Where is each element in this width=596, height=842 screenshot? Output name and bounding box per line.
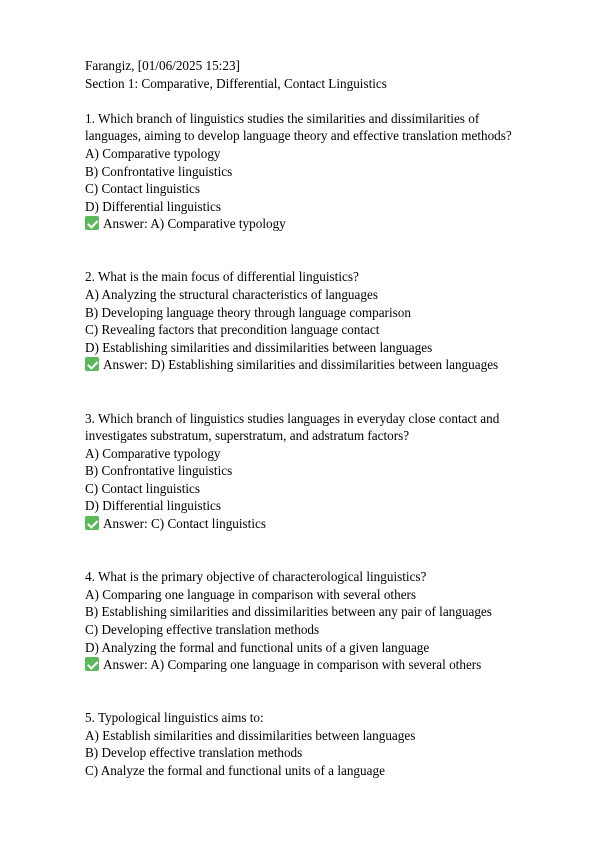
option-b: B) Establishing similarities and dissimilarities between any pair of languages bbox=[85, 604, 492, 620]
answer-text: Answer: D) Establishing similarities and dissimilarities between languages bbox=[103, 357, 499, 373]
option-c: C) Analyze the formal and functional units of a language bbox=[85, 763, 385, 778]
section-title: Section 1: Comparative, Differential, Contact Linguistics bbox=[85, 75, 387, 91]
answer-line bbox=[85, 356, 565, 374]
question-2 bbox=[85, 268, 565, 374]
check-mark-icon bbox=[85, 216, 99, 230]
document-page bbox=[85, 57, 565, 780]
option-b: B) Developing language theory through language comparison bbox=[85, 304, 411, 320]
question-text: languages, aiming to develop language theory and effective translation methods? bbox=[85, 128, 512, 144]
option-b: B) Confrontative linguistics bbox=[85, 163, 233, 179]
spacer bbox=[85, 674, 565, 710]
question-5 bbox=[85, 709, 565, 779]
question-3 bbox=[85, 410, 565, 533]
option-c: C) Contact linguistics bbox=[85, 480, 201, 496]
option-d: D) Differential linguistics bbox=[85, 498, 221, 514]
answer-text: Answer: C) Contact linguistics bbox=[103, 516, 266, 532]
option-c: C) Developing effective translation methods bbox=[85, 621, 320, 637]
question-text: investigates substratum, superstratum, and adstratum factors? bbox=[85, 428, 410, 444]
option-b: B) Confrontative linguistics bbox=[85, 463, 233, 479]
option-b: B) Develop effective translation methods bbox=[85, 745, 303, 761]
option-d: D) Establishing similarities and dissimilarities between languages bbox=[85, 339, 433, 355]
question-1 bbox=[85, 110, 565, 233]
option-a: A) Comparative typology bbox=[85, 145, 221, 161]
answer-line bbox=[85, 215, 565, 233]
check-mark-icon bbox=[85, 657, 99, 671]
spacer bbox=[85, 374, 565, 410]
spacer bbox=[85, 233, 565, 269]
author-line: Farangiz, [01/06/2025 15:23] bbox=[85, 58, 240, 73]
answer-line bbox=[85, 656, 565, 674]
question-text: 2. What is the main focus of differential linguistics? bbox=[85, 269, 359, 285]
question-text: 5. Typological linguistics aims to: bbox=[85, 710, 264, 726]
answer-line bbox=[85, 515, 565, 533]
check-mark-icon bbox=[85, 357, 99, 371]
answer-text: Answer: A) Comparing one language in comparison with several others bbox=[103, 657, 482, 673]
question-text: 3. Which branch of linguistics studies languages in everyday close contact and bbox=[85, 410, 500, 426]
option-d: D) Analyzing the formal and functional units of a given language bbox=[85, 639, 430, 655]
question-4 bbox=[85, 568, 565, 674]
spacer bbox=[85, 533, 565, 569]
option-a: A) Comparative typology bbox=[85, 445, 221, 461]
option-c: C) Contact linguistics bbox=[85, 181, 201, 197]
option-a: A) Analyzing the structural characteristics of languages bbox=[85, 287, 378, 303]
answer-text: Answer: A) Comparative typology bbox=[103, 216, 286, 232]
option-a: A) Establish similarities and dissimilarities between languages bbox=[85, 727, 416, 743]
question-text: 4. What is the primary objective of characterological linguistics? bbox=[85, 569, 427, 585]
option-a: A) Comparing one language in comparison with several others bbox=[85, 586, 417, 602]
spacer bbox=[85, 92, 565, 110]
question-text: 1. Which branch of linguistics studies the similarities and dissimilarities of bbox=[85, 110, 480, 126]
option-c: C) Revealing factors that precondition language contact bbox=[85, 322, 380, 338]
check-mark-icon bbox=[85, 516, 99, 530]
option-d: D) Differential linguistics bbox=[85, 198, 221, 214]
